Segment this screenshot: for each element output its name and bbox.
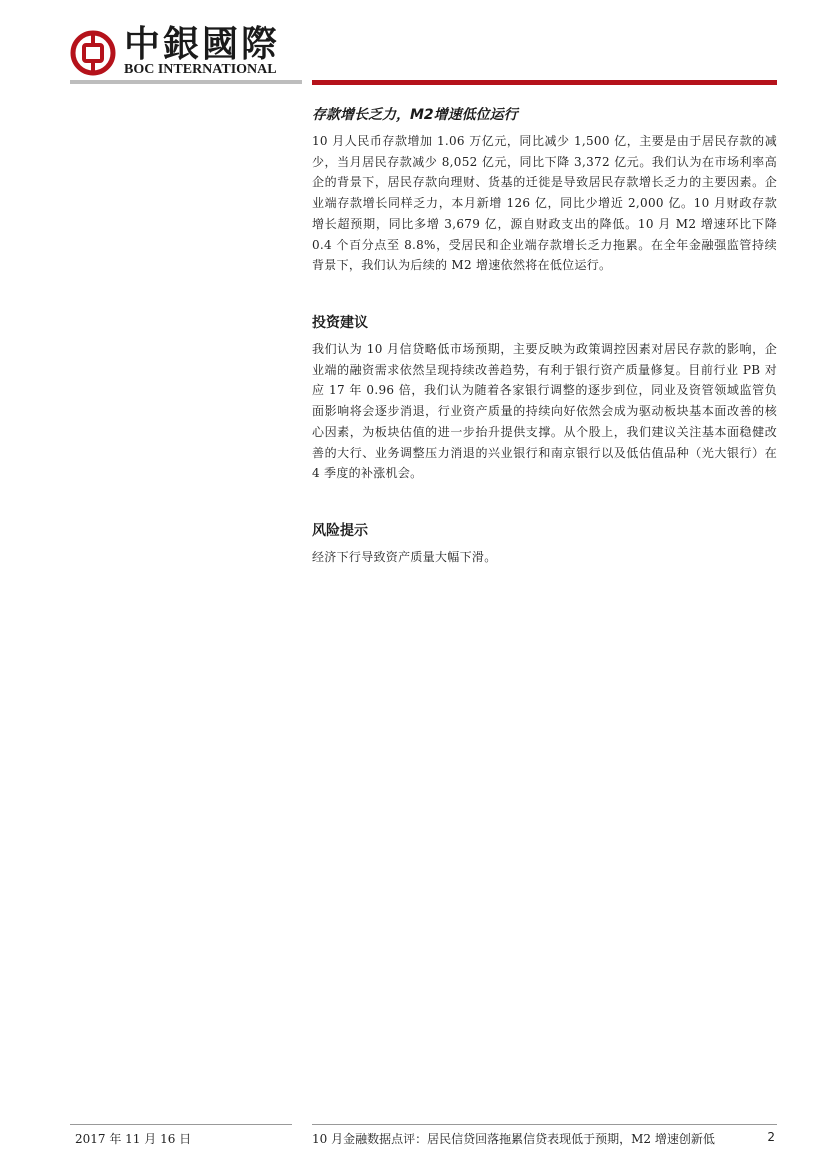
page-header bbox=[0, 0, 827, 90]
page-footer bbox=[70, 1124, 777, 1164]
footer-report-title: 10 月金融数据点评：居民信贷回落拖累信贷表现低于预期，M2 增速创新低 bbox=[312, 1132, 715, 1146]
section-paragraph: 我们认为 10 月信贷略低市场预期，主要反映为政策调控因素对居民存款的影响，企业端的融资需求依然呈现持续改善趋势，有利于银行资产质量修复。目前行业 PB 对应 17 年 0.96 倍，我们认为随着各家银行调整的逐步到位，同业及资管领域监管负面影响将会逐步消退，行业资产质量的持续向好依然会成为驱动板块基本面改善的核心因素，为板块估值的进一步抬升提供支撑。从个股上，我们建议关注基本面稳健改善的大行、业务调整压力消退的兴业银行和南京银行以及低估值品种（光大银行）在 4 季度的补涨机会。 bbox=[312, 342, 777, 481]
section-investment-advice bbox=[312, 313, 777, 484]
section-deposits bbox=[312, 105, 777, 276]
section-paragraph: 10 月人民币存款增加 1.06 万亿元，同比减少 1,500 亿，主要是由于居民存款的减少，当月居民存款减少 8,052 亿元，同比下降 3,372 亿元。我们认为在市场利率高企的背景下，居民存款向理财、货基的迁徙是导致居民存款增长乏力的主要因素。企业端存款增长同样乏力，本月新增 126 亿，同比少增近 2,000 亿。10 月财政存款增长超预期，同比多增 3,679 亿，源自财政支出的降低。10 月 M2 增速环比下降 0.4 个百分点至 8.8%，受居民和企业端存款增长乏力拖累。在全年金融强监管持续背景下，我们认为后续的 M2 增速依然将在低位运行。 bbox=[312, 134, 777, 273]
header-divider-red bbox=[312, 80, 777, 85]
section-risk-warning bbox=[312, 521, 497, 568]
footer-divider bbox=[312, 1124, 777, 1125]
section-title: 存款增长乏力，M2增速低位运行 bbox=[312, 107, 518, 123]
footer-divider bbox=[70, 1124, 292, 1125]
page-number: 2 bbox=[767, 1130, 775, 1144]
header-divider-gray bbox=[70, 80, 302, 84]
section-title: 风险提示 bbox=[312, 523, 368, 539]
logo-chinese-name: 中銀國際 bbox=[124, 23, 281, 65]
boc-logo-icon bbox=[70, 30, 116, 76]
footer-date: 2017 年 11 月 16 日 bbox=[75, 1132, 192, 1146]
section-title: 投资建议 bbox=[312, 315, 368, 331]
logo-english-name: BOC INTERNATIONAL bbox=[124, 62, 277, 77]
section-paragraph: 经济下行导致资产质量大幅下滑。 bbox=[312, 550, 497, 564]
